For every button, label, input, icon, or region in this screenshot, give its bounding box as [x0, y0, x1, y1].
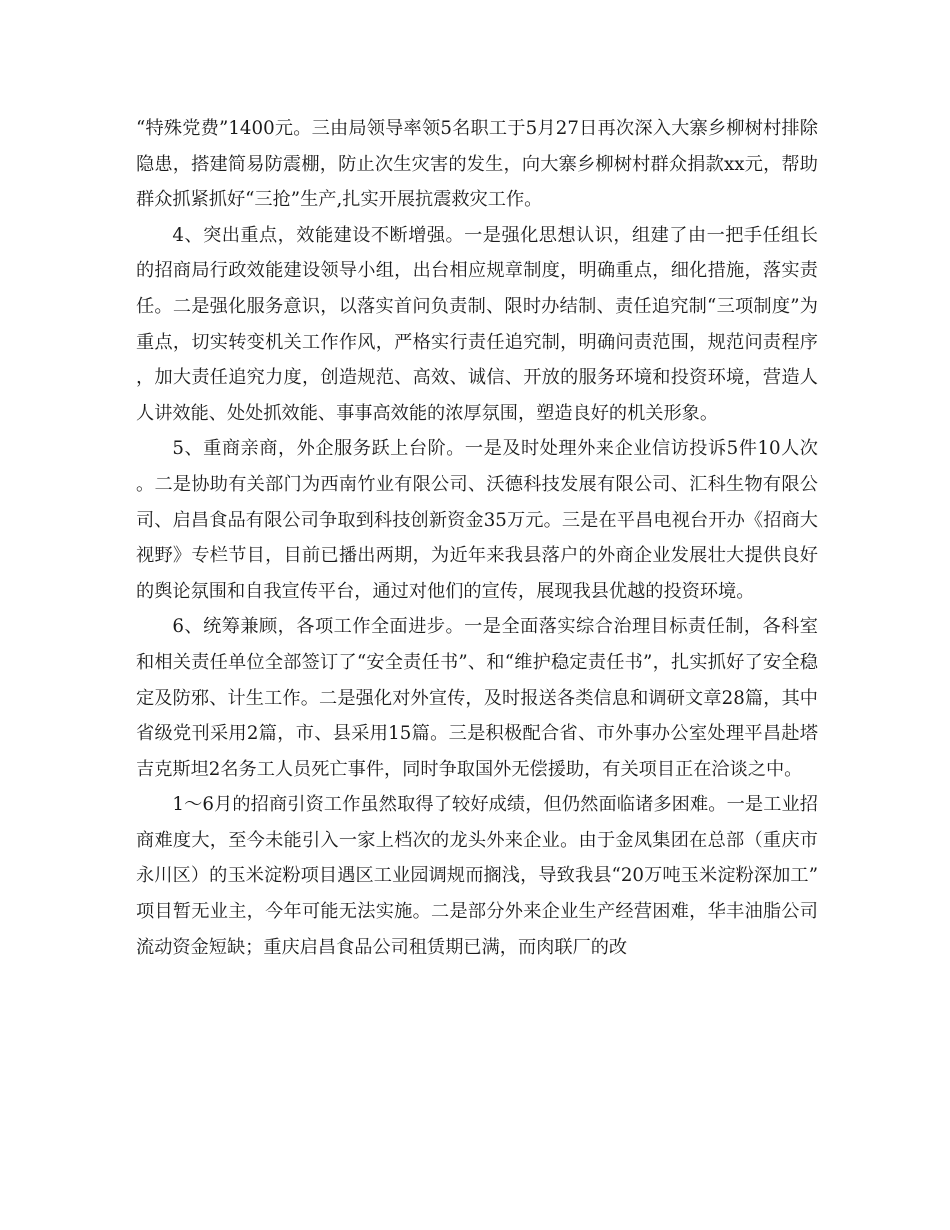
paragraph-foreign-enterprise-service: 5、重商亲商，外企服务跃上台阶。一是及时处理外来企业信访投诉5件10人次。二是协助有关部门为西南竹业有限公司、沃德科技发展有限公司、汇科生物有限公司、启昌食品有限公司争取到科技创新资金35万元。三是在平昌电视台开办《招商大视野》专栏节目，目前已播出两期，为近年来我县落户的外商企业发展壮大提供良好的舆论氛围和自我宣传平台，通过对他们的宣传，展现我县优越的投资环境。 — [136, 438, 818, 602]
document-body — [136, 111, 818, 965]
paragraph-difficulties: 1～6月的招商引资工作虽然取得了较好成绩，但仍然面临诸多困难。一是工业招商难度大，至今未能引入一家上档次的龙头外来企业。由于金凤集团在总部（重庆市永川区）的玉米淀粉项目遇区工业园调规而搁浅，导致我县“20万吨玉米淀粉深加工” 项目暂无业主，今年可能无法实施。二是部分外来企业生产经营困难，华丰油脂公司流动资金短缺；重庆启昌食品公司租赁期已满，而肉联厂的改 — [136, 794, 818, 958]
paragraph-continuation: “特殊党费”1400元。三由局领导率领5名职工于5月27日再次深入大寨乡柳树村排除隐患，搭建简易防震棚，防止次生灾害的发生，向大寨乡柳树村群众捐款xx元，帮助群众抓紧抓好“三抢”生产,扎实开展抗震救灾工作。 — [136, 118, 818, 211]
paragraph-efficiency-building: 4、突出重点，效能建设不断增强。一是强化思想认识，组建了由一把手任组长的招商局行政效能建设领导小组，出台相应规章制度，明确重点，细化措施，落实责任。二是强化服务意识，以落实首问负责制、限时办结制、责任追究制“三项制度”为重点，切实转变机关工作作风，严格实行责任追究制，明确问责范围，规范问责程序，加大责任追究力度，创造规范、高效、诚信、开放的服务环境和投资环境，营造人人讲效能、处处抓效能、事事高效能的浓厚氛围，塑造良好的机关形象。 — [136, 224, 818, 424]
paragraph-overall-progress: 6、统筹兼顾，各项工作全面进步。一是全面落实综合治理目标责任制，各科室和相关责任单位全部签订了“安全责任书”、和“维护稳定责任书”，扎实抓好了安全稳定及防邪、计生工作。二是强化对外宣传，及时报送各类信息和调研文章28篇，其中省级党刊采用2篇，市、县采用15篇。三是积极配合省、市外事办公室处理平昌赴塔吉克斯坦2名务工人员死亡事件，同时争取国外无偿援助，有关项目正在洽谈之中。 — [136, 616, 818, 780]
